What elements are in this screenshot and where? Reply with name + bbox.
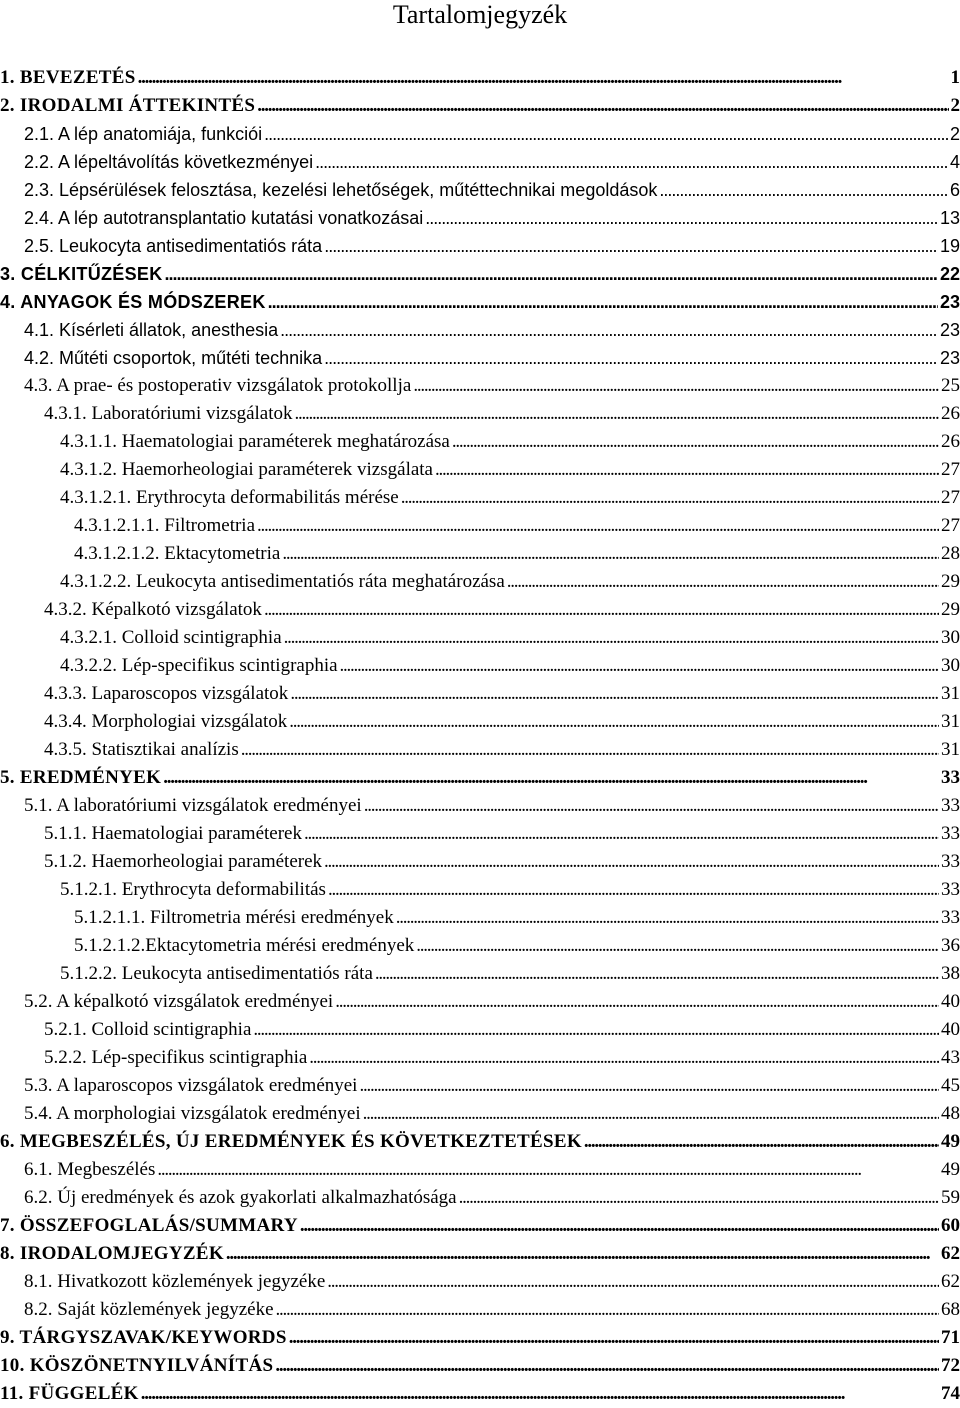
dot-leader <box>289 708 939 736</box>
toc-entry-label: 4.3.4. Morphologiai vizsgálatok <box>44 708 289 736</box>
toc-entry-label: 2.2. A lépeltávolítás következményei <box>24 148 315 176</box>
toc-entry-label: 5.2.2. Lép-specifikus scintigraphia <box>44 1044 309 1072</box>
toc-entry[interactable] <box>0 820 960 848</box>
dot-leader <box>324 848 939 876</box>
toc-entry[interactable] <box>0 1128 960 1156</box>
dot-leader <box>309 1044 939 1072</box>
toc-entry[interactable] <box>0 1352 960 1380</box>
dot-leader <box>335 988 939 1016</box>
toc-entry-page: 23 <box>938 288 960 316</box>
toc-entry-label: 10. KÖSZÖNETNYILVÁNÍTÁS <box>0 1352 275 1380</box>
toc-entry-page: 23 <box>938 316 960 344</box>
toc-entry-label: 5. EREDMÉNYEK <box>0 764 163 792</box>
dot-leader <box>401 484 939 512</box>
toc-entry-label: 4.3.2.1. Colloid scintigraphia <box>60 624 284 652</box>
dot-leader <box>241 736 939 764</box>
toc-entry-page: 29 <box>939 568 960 596</box>
toc-entry-page: 49 <box>939 1128 960 1156</box>
toc-entry-label: 5.3. A laparoscopos vizsgálatok eredményei <box>24 1072 359 1100</box>
toc-entry[interactable] <box>0 736 960 764</box>
toc-entry-label: 6. MEGBESZÉLÉS, ÚJ EREDMÉNYEK ÉS KÖVETKEZTETÉSEK <box>0 1128 584 1156</box>
toc-entry-label: 5.1. A laboratóriumi vizsgálatok eredményei <box>24 792 364 820</box>
toc-entry-page: 31 <box>939 708 960 736</box>
toc-entry-label: 4. ANYAGOK ÉS MÓDSZEREK <box>0 288 268 316</box>
dot-leader <box>459 1184 939 1212</box>
toc-entry-page: 23 <box>938 344 960 372</box>
toc-entry-page: 38 <box>939 960 960 988</box>
toc-entry[interactable] <box>0 288 960 316</box>
dot-leader <box>327 1268 939 1296</box>
toc-entry-page: 26 <box>939 428 960 456</box>
toc-entry-page: 71 <box>939 1324 960 1352</box>
toc-entry-label: 4.3.1.2.1. Erythrocyta deformabilitás mérése <box>60 484 401 512</box>
toc-entry[interactable] <box>0 792 960 820</box>
toc-entry[interactable] <box>0 1268 960 1296</box>
toc-entry-label: 4.3.5. Statisztikai analízis <box>44 736 241 764</box>
dot-leader <box>304 820 939 848</box>
dot-leader <box>253 1016 939 1044</box>
toc-entry-label: 7. ÖSSZEFOGLALÁS/SUMMARY <box>0 1212 300 1240</box>
toc-entry-label: 4.3.1.2.2. Leukocyta antisedimentatiós ráta meghatározása <box>60 568 507 596</box>
toc-entry-label: 8. IRODALOMJEGYZÉK <box>0 1240 226 1268</box>
toc-entry-page: 72 <box>939 1352 960 1380</box>
toc-entry-page: 27 <box>939 484 960 512</box>
toc-entry-label: 2. IRODALMI ÁTTEKINTÉS <box>0 92 257 120</box>
toc-entry[interactable] <box>0 1324 960 1352</box>
toc-entry[interactable] <box>0 120 960 148</box>
toc-entry[interactable] <box>0 652 960 680</box>
toc-entry-page: 4 <box>948 148 960 176</box>
toc-entry[interactable] <box>0 960 960 988</box>
toc-entry-label: 9. TÁRGYSZAVAK/KEYWORDS <box>0 1324 289 1352</box>
toc-entry-page: 27 <box>939 512 960 540</box>
toc-entry-label: 8.1. Hivatkozott közlemények jegyzéke <box>24 1268 327 1296</box>
dot-leader <box>257 92 948 120</box>
toc-entry-page: 33 <box>939 792 960 820</box>
dot-leader <box>257 512 939 540</box>
toc-entry-page: 49 <box>939 1156 960 1184</box>
dot-leader <box>141 1380 939 1408</box>
toc-entry[interactable] <box>0 1212 960 1240</box>
toc-entry[interactable] <box>0 344 960 372</box>
dot-leader <box>364 792 939 820</box>
toc-entry[interactable] <box>0 176 960 204</box>
toc-entry-page: 25 <box>939 372 960 400</box>
toc-entry-label: 5.1.2.1.1. Filtrometria mérési eredmények <box>74 904 396 932</box>
toc-entry[interactable] <box>0 708 960 736</box>
toc-entry[interactable] <box>0 1184 960 1212</box>
dot-leader <box>435 456 939 484</box>
table-of-contents <box>0 64 960 1408</box>
dot-leader <box>396 904 939 932</box>
dot-leader <box>340 652 939 680</box>
toc-entry-label: 5.2. A képalkotó vizsgálatok eredményei <box>24 988 335 1016</box>
toc-entry-page: 40 <box>939 1016 960 1044</box>
toc-entry-page: 26 <box>939 400 960 428</box>
toc-entry[interactable] <box>0 568 960 596</box>
toc-entry[interactable] <box>0 988 960 1016</box>
toc-entry[interactable] <box>0 372 960 400</box>
dot-leader <box>280 316 938 344</box>
toc-entry[interactable] <box>0 148 960 176</box>
toc-entry-page: 2 <box>948 120 960 148</box>
dot-leader <box>359 1072 939 1100</box>
toc-entry[interactable] <box>0 204 960 232</box>
dot-leader <box>413 372 939 400</box>
toc-entry-page: 48 <box>939 1100 960 1128</box>
toc-entry-page: 13 <box>938 204 960 232</box>
toc-entry[interactable] <box>0 680 960 708</box>
toc-entry-label: 3. CÉLKITŰZÉSEK <box>0 260 165 288</box>
toc-entry[interactable] <box>0 848 960 876</box>
toc-entry-label: 11. FÜGGELÉK <box>0 1380 141 1408</box>
toc-entry[interactable] <box>0 932 960 960</box>
toc-entry-label: 6.2. Új eredmények és azok gyakorlati alkalmazhatósága <box>24 1184 459 1212</box>
toc-entry-page: 31 <box>939 680 960 708</box>
dot-leader <box>282 540 939 568</box>
dot-leader <box>264 596 939 624</box>
dot-leader <box>324 344 938 372</box>
toc-entry-label: 4.3.2. Képalkotó vizsgálatok <box>44 596 264 624</box>
toc-entry-page: 62 <box>939 1268 960 1296</box>
toc-entry[interactable] <box>0 260 960 288</box>
toc-entry-label: 4.3.3. Laparoscopos vizsgálatok <box>44 680 290 708</box>
toc-entry-page: 33 <box>939 848 960 876</box>
toc-entry-page: 33 <box>939 764 960 792</box>
toc-entry-label: 4.2. Műtéti csoportok, műtéti technika <box>24 344 324 372</box>
dot-leader <box>659 176 948 204</box>
toc-entry[interactable] <box>0 876 960 904</box>
dot-leader <box>157 1156 939 1184</box>
toc-entry[interactable] <box>0 92 960 120</box>
toc-entry-page: 29 <box>939 596 960 624</box>
toc-entry[interactable] <box>0 1380 960 1408</box>
toc-entry[interactable] <box>0 1240 960 1268</box>
toc-entry-label: 4.3.1.1. Haematologiai paraméterek meghatározása <box>60 428 452 456</box>
dot-leader <box>290 680 939 708</box>
toc-entry-label: 5.1.2.1. Erythrocyta deformabilitás <box>60 876 328 904</box>
dot-leader <box>163 764 939 792</box>
dot-leader <box>416 932 939 960</box>
toc-entry[interactable] <box>0 540 960 568</box>
toc-entry-page: 40 <box>939 988 960 1016</box>
toc-entry-page: 6 <box>948 176 960 204</box>
toc-entry[interactable] <box>0 1072 960 1100</box>
toc-entry-label: 8.2. Saját közlemények jegyzéke <box>24 1296 276 1324</box>
toc-entry[interactable] <box>0 764 960 792</box>
toc-entry[interactable] <box>0 596 960 624</box>
dot-leader <box>507 568 939 596</box>
toc-entry-label: 4.3.2.2. Lép-specifikus scintigraphia <box>60 652 340 680</box>
toc-entry[interactable] <box>0 1100 960 1128</box>
toc-entry-label: 5.1.2.2. Leukocyta antisedimentatiós ráta <box>60 960 375 988</box>
dot-leader <box>275 1352 939 1380</box>
dot-leader <box>295 400 939 428</box>
toc-entry[interactable] <box>0 64 960 92</box>
toc-entry-page: 2 <box>949 92 960 120</box>
dot-leader <box>452 428 939 456</box>
toc-entry-label: 4.3. A prae- és postoperativ vizsgálatok protokollja <box>24 372 413 400</box>
toc-entry-page: 62 <box>939 1240 960 1268</box>
toc-entry[interactable] <box>0 1016 960 1044</box>
toc-entry-label: 5.1.2.1.2.Ektacytometria mérési eredmények <box>74 932 416 960</box>
toc-entry-page: 30 <box>939 652 960 680</box>
toc-entry[interactable] <box>0 512 960 540</box>
dot-leader <box>264 120 948 148</box>
dot-leader <box>324 232 938 260</box>
toc-entry-page: 1 <box>949 64 960 92</box>
dot-leader <box>363 1100 939 1128</box>
toc-entry-label: 4.1. Kísérleti állatok, anesthesia <box>24 316 280 344</box>
toc-entry[interactable] <box>0 428 960 456</box>
dot-leader <box>138 64 949 92</box>
toc-entry-page: 45 <box>939 1072 960 1100</box>
toc-entry-label: 5.1.2. Haemorheologiai paraméterek <box>44 848 324 876</box>
toc-entry-page: 36 <box>939 932 960 960</box>
dot-leader <box>268 288 938 316</box>
toc-entry[interactable] <box>0 1156 960 1184</box>
toc-entry-page: 30 <box>939 624 960 652</box>
toc-entry[interactable] <box>0 316 960 344</box>
toc-entry-page: 68 <box>939 1296 960 1324</box>
toc-entry-page: 60 <box>939 1212 960 1240</box>
dot-leader <box>315 148 948 176</box>
toc-entry[interactable] <box>0 456 960 484</box>
page-title: Tartalomjegyzék <box>0 0 960 30</box>
toc-entry-label: 2.1. A lép anatomiája, funkciói <box>24 120 264 148</box>
dot-leader <box>300 1212 939 1240</box>
toc-entry-label: 5.2.1. Colloid scintigraphia <box>44 1016 253 1044</box>
toc-entry-label: 6.1. Megbeszélés <box>24 1156 157 1184</box>
toc-entry-label: 5.1.1. Haematologiai paraméterek <box>44 820 304 848</box>
toc-entry-label: 4.3.1.2. Haemorheologiai paraméterek vizsgálata <box>60 456 435 484</box>
toc-entry-label: 4.3.1.2.1.1. Filtrometria <box>74 512 257 540</box>
toc-entry[interactable] <box>0 232 960 260</box>
toc-entry-page: 28 <box>939 540 960 568</box>
toc-entry[interactable] <box>0 1044 960 1072</box>
toc-entry-page: 33 <box>939 904 960 932</box>
toc-entry[interactable] <box>0 400 960 428</box>
dot-leader <box>165 260 938 288</box>
toc-entry-label: 2.4. A lép autotransplantatio kutatási vonatkozásai <box>24 204 425 232</box>
dot-leader <box>284 624 939 652</box>
toc-entry-page: 22 <box>938 260 960 288</box>
dot-leader <box>328 876 939 904</box>
toc-entry-page: 59 <box>939 1184 960 1212</box>
toc-entry-page: 74 <box>939 1380 960 1408</box>
toc-entry-page: 33 <box>939 876 960 904</box>
toc-entry-page: 27 <box>939 456 960 484</box>
dot-leader <box>226 1240 939 1268</box>
toc-entry-label: 4.3.1. Laboratóriumi vizsgálatok <box>44 400 295 428</box>
dot-leader <box>584 1128 939 1156</box>
toc-entry-label: 5.4. A morphologiai vizsgálatok eredményei <box>24 1100 363 1128</box>
toc-entry-label: 1. BEVEZETÉS <box>0 64 138 92</box>
toc-entry-label: 2.3. Lépsérülések felosztása, kezelési lehetőségek, műtéttechnikai megoldások <box>24 176 659 204</box>
dot-leader <box>425 204 938 232</box>
toc-entry-page: 19 <box>938 232 960 260</box>
dot-leader <box>375 960 939 988</box>
toc-entry-label: 2.5. Leukocyta antisedimentatiós ráta <box>24 232 324 260</box>
dot-leader <box>289 1324 939 1352</box>
toc-entry-label: 4.3.1.2.1.2. Ektacytometria <box>74 540 282 568</box>
toc-entry[interactable] <box>0 624 960 652</box>
toc-entry-page: 33 <box>939 820 960 848</box>
toc-entry-page: 31 <box>939 736 960 764</box>
toc-entry-page: 43 <box>939 1044 960 1072</box>
toc-entry[interactable] <box>0 484 960 512</box>
toc-entry[interactable] <box>0 904 960 932</box>
toc-entry[interactable] <box>0 1296 960 1324</box>
dot-leader <box>276 1296 939 1324</box>
